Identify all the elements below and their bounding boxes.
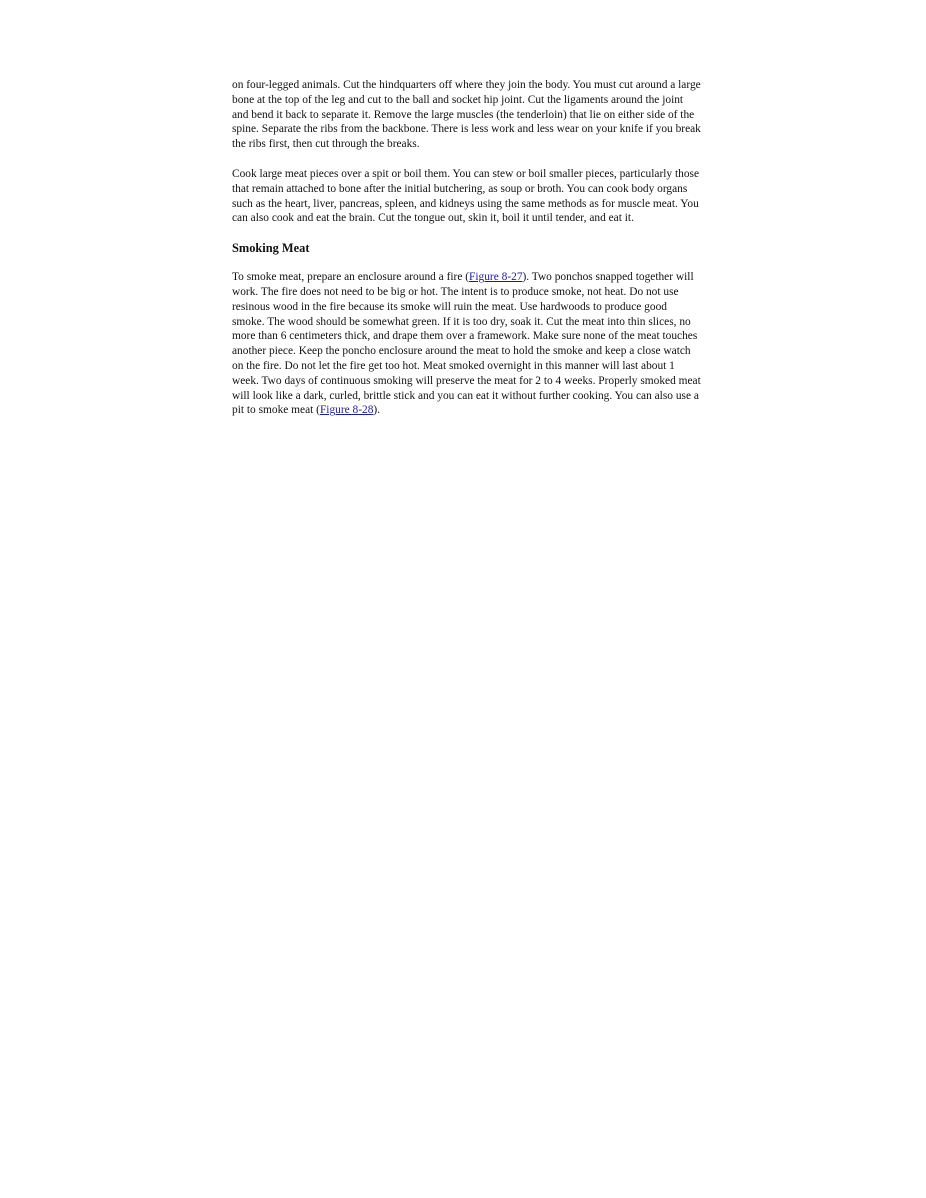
paragraph-cooking: Cook large meat pieces over a spit or boil them. You can stew or boil smaller pieces, particularly those that remain attached to bone after the initial butchering, as soup or broth. You can cook body organs such as the heart, liver, pancreas, spleen, and kidneys using the same methods as for muscle meat. You can also cook and eat the brain. Cut the tongue out, skin it, boil it until tender, and eat it.	[232, 167, 700, 225]
paragraph-smoking	[232, 270, 702, 418]
paragraph-smoking-text-2: ). Two ponchos snapped together will work. The fire does not need to be big or hot. The intent is to produce smoke, not heat. Do not use resinous wood in the fire because its smoke will ruin the meat. Use hardwoods to produce good smoke. The wood should be somewhat green. If it is too dry, soak it. Cut the meat into thin slices, no more than 6 centimeters thick, and drape them over a framework. Make sure none of the meat touches another piece. Keep the poncho enclosure around the meat to hold the smoke and keep a close watch on the fire. Do not let the fire get too hot. Meat smoked overnight in this manner will last about 1 week. Two days of continuous smoking will preserve the meat for 2 to 4 weeks. Properly smoked meat will look like a dark, curled, brittle stick and you can eat it without further cooking. You can also use a pit to smoke meat (	[232, 271, 701, 417]
paragraph-smoking-text-1: To smoke meat, prepare an enclosure around a fire (	[232, 271, 470, 284]
paragraph-butchering: on four-legged animals. Cut the hindquarters off where they join the body. You must cut around a large bone at the top of the leg and cut to the ball and socket hip joint. Cut the ligaments around the joint and bend it back to separate it. Remove the large muscles (the tenderloin) that lie on either side of the spine. Separate the ribs from the backbone. There is less work and less wear on your knife if you break the ribs first, then cut through the breaks.	[232, 79, 701, 151]
document-body	[232, 78, 702, 433]
figure-8-28-link[interactable]: Figure 8-28	[319, 404, 374, 417]
paragraph-smoking-text-3: ).	[373, 404, 381, 417]
section-heading-smoking-meat: Smoking Meat	[232, 241, 310, 256]
figure-8-27-link[interactable]: Figure 8-27	[469, 271, 523, 284]
